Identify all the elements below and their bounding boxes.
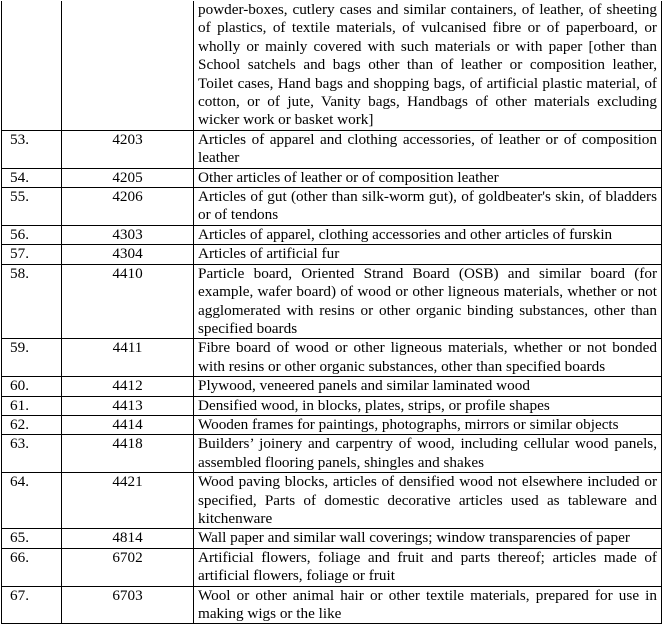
serial-number-cell: 57. [2,245,62,264]
heading-code-cell: 4418 [62,435,194,473]
description-cell: Wool or other animal hair or other textile materials, prepared for use in making wigs or the like [194,586,662,624]
description-cell: Fibre board of wood or other ligneous materials, whether or not bonded with resins or other organic substances, other than specified boards [194,339,662,377]
serial-number-cell: 56. [2,225,62,244]
heading-code-cell: 4206 [62,188,194,226]
description-cell: Articles of apparel, clothing accessories and other articles of furskin [194,225,662,244]
table-row [2,548,662,586]
table-row [2,225,662,244]
serial-number-cell: 58. [2,264,62,339]
description-cell: Wood paving blocks, articles of densified wood not elsewhere included or specified, Parts of domestic decorative articles used as tableware and kitchenware [194,473,662,529]
serial-number-cell: 61. [2,396,62,415]
heading-code-cell: 4303 [62,225,194,244]
heading-code-cell: 4410 [62,264,194,339]
serial-number-cell: 66. [2,548,62,586]
table-row [2,415,662,434]
heading-code-cell: 6702 [62,548,194,586]
heading-code-cell: 4412 [62,377,194,396]
description-cell: Other articles of leather or of composition leather [194,168,662,187]
table-row [2,168,662,187]
table-row [2,339,662,377]
serial-number-cell: 63. [2,435,62,473]
table-row [2,245,662,264]
description-cell: Wooden frames for paintings, photographs, mirrors or similar objects [194,415,662,434]
heading-code-cell: 4205 [62,168,194,187]
table-row [2,377,662,396]
description-cell: Artificial flowers, foliage and fruit and parts thereof; articles made of artificial flowers, foliage or fruit [194,548,662,586]
description-cell: Densified wood, in blocks, plates, strips, or profile shapes [194,396,662,415]
table-row [2,130,662,168]
description-cell: Articles of artificial fur [194,245,662,264]
description-cell: Builders’ joinery and carpentry of wood, including cellular wood panels, assembled flooring panels, shingles and shakes [194,435,662,473]
heading-code-cell: 6703 [62,586,194,624]
heading-code-cell [62,1,194,130]
description-cell: Wall paper and similar wall coverings; window transparencies of paper [194,529,662,548]
heading-code-cell: 4421 [62,473,194,529]
heading-code-cell: 4411 [62,339,194,377]
serial-number-cell: 67. [2,586,62,624]
table-row [2,188,662,226]
serial-number-cell: 64. [2,473,62,529]
tariff-schedule-table [1,1,662,624]
table-row [2,396,662,415]
description-cell: powder-boxes, cutlery cases and similar containers, of leather, of sheeting of plastics, of textile materials, of vulcanised fibre or of paperboard, or wholly or mainly covered with such materials or with paper [other than School satchels and bags other than of leather or composition leather, Toilet cases, Hand bags and shopping bags, of artificial plastic material, of cotton, or of jute, Vanity bags, Handbags of other materials excluding wicker work or basket work] [194,1,662,130]
table-row [2,529,662,548]
serial-number-cell: 55. [2,188,62,226]
table-row [2,435,662,473]
table-row [2,473,662,529]
serial-number-cell [2,1,62,130]
heading-code-cell: 4414 [62,415,194,434]
serial-number-cell: 54. [2,168,62,187]
description-cell: Articles of apparel and clothing accessories, of leather or of composition leather [194,130,662,168]
description-cell: Articles of gut (other than silk-worm gut), of goldbeater's skin, of bladders or of tendons [194,188,662,226]
table-row [2,264,662,339]
heading-code-cell: 4814 [62,529,194,548]
serial-number-cell: 53. [2,130,62,168]
heading-code-cell: 4304 [62,245,194,264]
description-cell: Particle board, Oriented Strand Board (OSB) and similar board (for example, wafer board) of wood or other ligneous materials, whether or not agglomerated with resins or other organic binding substances, other than specified boards [194,264,662,339]
heading-code-cell: 4413 [62,396,194,415]
serial-number-cell: 65. [2,529,62,548]
table-row [2,1,662,130]
table-row [2,586,662,624]
serial-number-cell: 62. [2,415,62,434]
heading-code-cell: 4203 [62,130,194,168]
table-body [2,1,662,624]
serial-number-cell: 60. [2,377,62,396]
description-cell: Plywood, veneered panels and similar laminated wood [194,377,662,396]
serial-number-cell: 59. [2,339,62,377]
